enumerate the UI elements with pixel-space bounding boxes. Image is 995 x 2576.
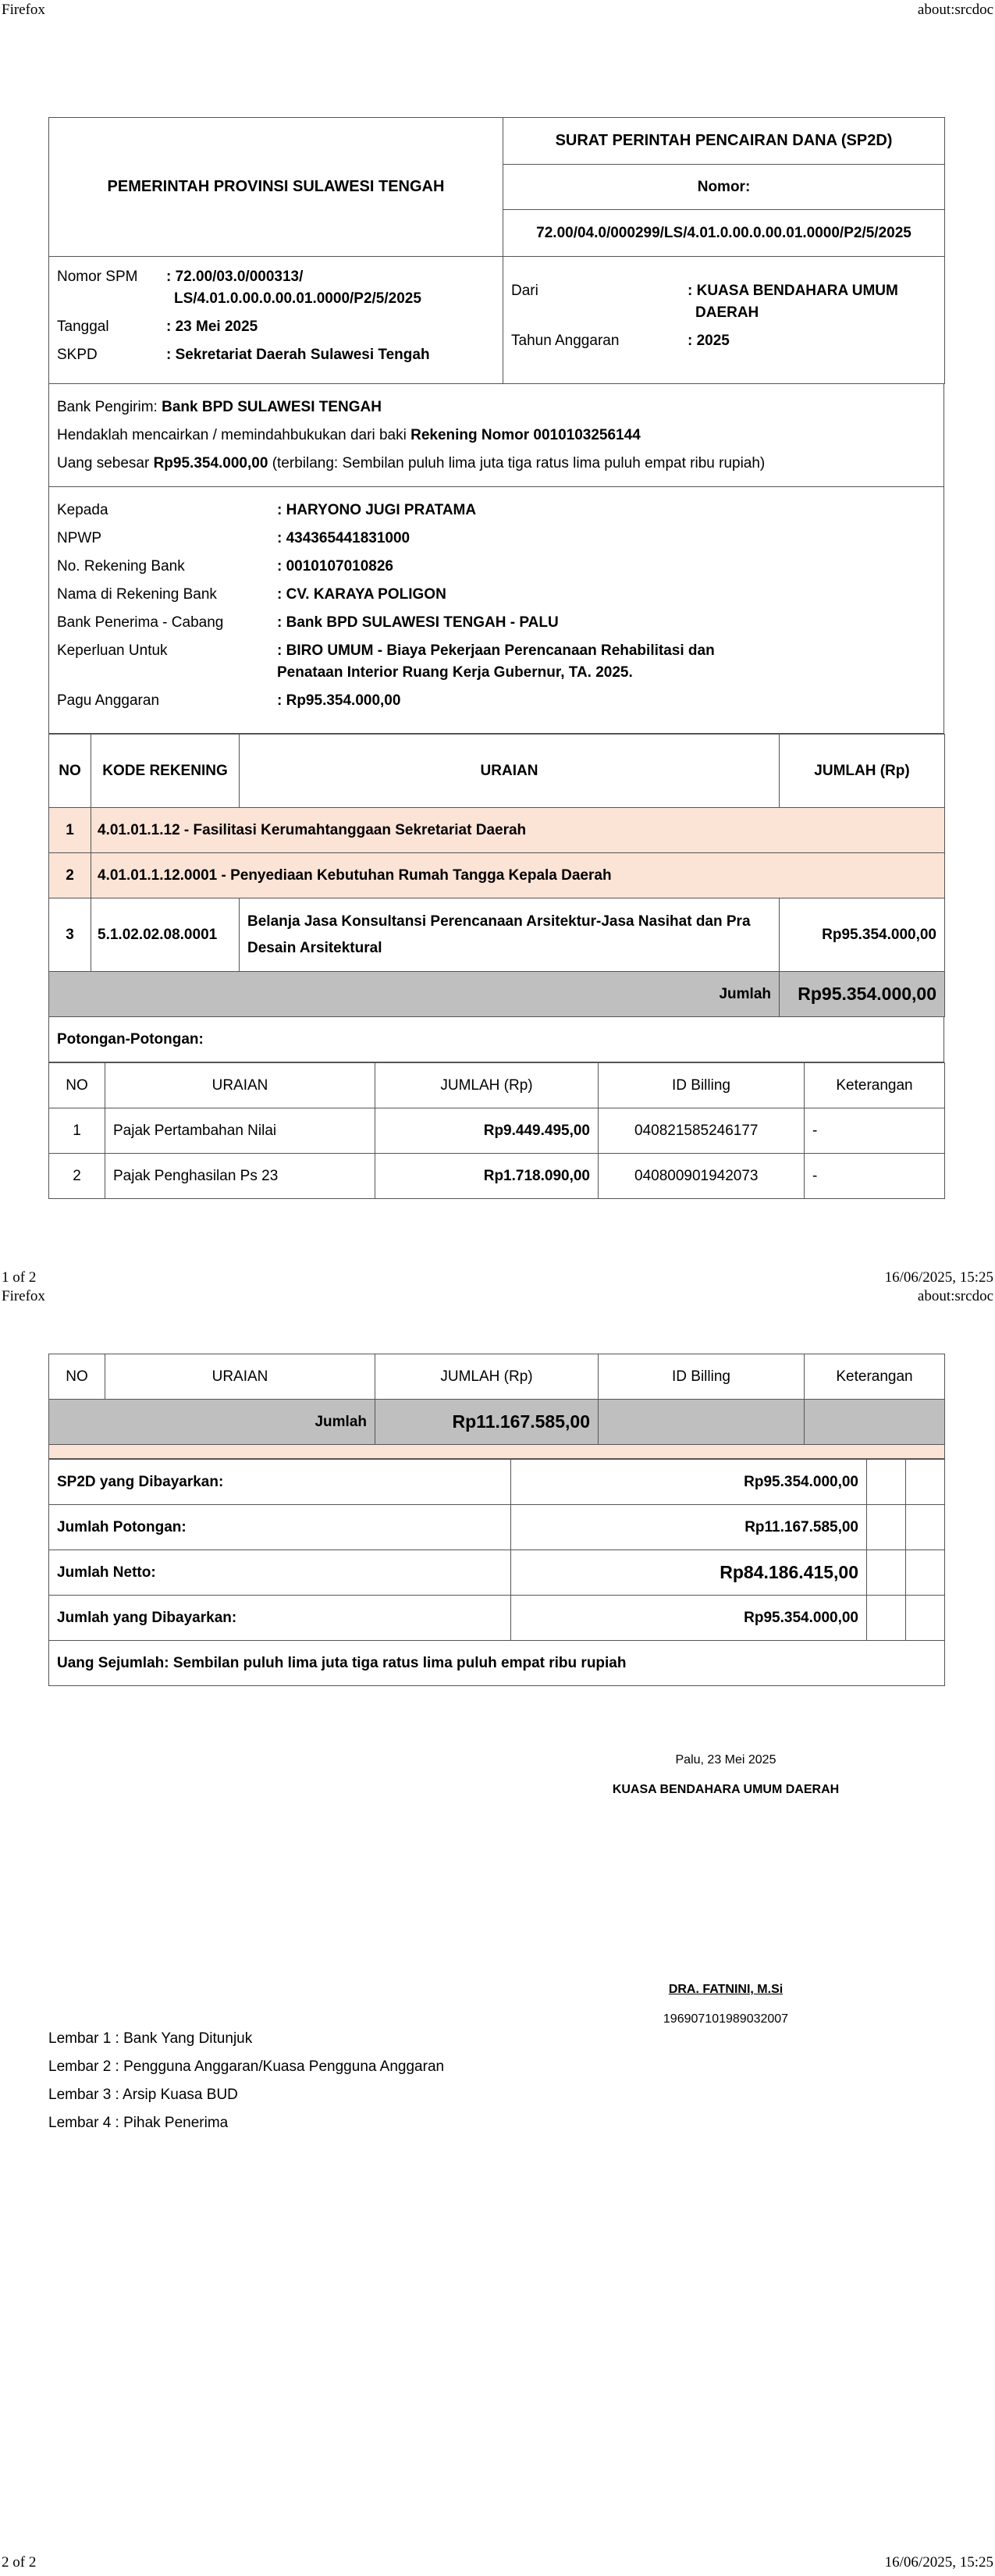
potongan-keterangan: - bbox=[805, 1108, 945, 1154]
bank-penerima-label: Bank Penerima - Cabang bbox=[57, 614, 224, 631]
potongan-billing: 040821585246177 bbox=[599, 1108, 805, 1154]
row-no: 1 bbox=[49, 808, 91, 853]
sp2d-dibayarkan-label: SP2D yang Dibayarkan: bbox=[49, 1460, 511, 1505]
print-header-right: about:srcdoc bbox=[917, 2, 993, 18]
keperluan-line1: : BIRO UMUM - Biaya Pekerjaan Perencanaan Rehabilitasi dan bbox=[277, 642, 715, 659]
jumlah-netto-value: Rp84.186.415,00 bbox=[511, 1550, 867, 1596]
sebesar-label: Uang sebesar bbox=[57, 455, 154, 471]
potongan-jumlah: Rp1.718.090,00 bbox=[375, 1154, 599, 1199]
signature-name: DRA. FATNINI, M.Si bbox=[668, 1983, 784, 1996]
spm-table bbox=[48, 257, 945, 384]
table-row bbox=[49, 1108, 945, 1154]
potongan-total-value: Rp11.167.585,00 bbox=[375, 1400, 599, 1445]
tahun-anggaran-label: Tahun Anggaran bbox=[511, 333, 620, 349]
row-no: 3 bbox=[49, 898, 91, 972]
table-row bbox=[49, 898, 945, 972]
potongan-jumlah: Rp9.449.495,00 bbox=[375, 1108, 599, 1154]
spm-nomor-line1: : 72.00/03.0/000313/ bbox=[166, 269, 304, 285]
uang-sejumlah: Uang Sejumlah: Sembilan puluh lima juta tiga ratus lima puluh empat ribu rupiah bbox=[49, 1641, 945, 1686]
potongan-header-keterangan: Keterangan bbox=[805, 1063, 945, 1108]
potongan-keterangan: - bbox=[805, 1154, 945, 1199]
summary-row bbox=[49, 1460, 945, 1505]
npwp-value: : 434365441831000 bbox=[277, 530, 410, 546]
print-header-left: Firefox bbox=[2, 2, 45, 18]
kepada-label: Kepada bbox=[57, 502, 108, 518]
jumlah-potongan-value: Rp11.167.585,00 bbox=[511, 1505, 867, 1550]
summary-table bbox=[48, 1459, 945, 1686]
spm-nomor-label: Nomor SPM bbox=[57, 269, 138, 285]
potongan-header-billing: ID Billing bbox=[599, 1063, 805, 1108]
potongan-uraian: Pajak Pertambahan Nilai bbox=[105, 1108, 375, 1154]
kepada-value: : HARYONO JUGI PRATAMA bbox=[277, 502, 477, 518]
jumlah-dibayarkan-label: Jumlah yang Dibayarkan: bbox=[49, 1596, 511, 1641]
keperluan-label: Keperluan Untuk bbox=[57, 642, 168, 659]
potongan-no: 1 bbox=[49, 1108, 105, 1154]
row-program: 4.01.01.1.12 - Fasilitasi Kerumahtanggaan Sekretariat Daerah bbox=[91, 808, 945, 853]
potongan-header-no: NO bbox=[49, 1354, 105, 1400]
no-rekening-value: : 0010107010826 bbox=[277, 558, 393, 575]
jumlah-potongan-label: Jumlah Potongan: bbox=[49, 1505, 511, 1550]
rincian-total-row bbox=[49, 972, 945, 1017]
potongan-billing: 040800901942073 bbox=[599, 1154, 805, 1199]
potongan-total-label: Jumlah bbox=[49, 1400, 375, 1445]
spm-nomor-line2: LS/4.01.0.00.0.00.01.0000/P2/5/2025 bbox=[174, 290, 421, 307]
bank-section bbox=[48, 384, 944, 487]
rincian-total-value: Rp95.354.000,00 bbox=[780, 972, 945, 1017]
row-jumlah: Rp95.354.000,00 bbox=[780, 898, 945, 972]
rincian-header-jumlah: JUMLAH (Rp) bbox=[780, 735, 945, 808]
potongan-header-keterangan: Keterangan bbox=[805, 1354, 945, 1400]
tahun-anggaran-value: : 2025 bbox=[688, 333, 730, 349]
print-footer-left: 2 of 2 bbox=[2, 2554, 37, 2571]
skpd-value: : Sekretariat Daerah Sulawesi Tengah bbox=[166, 347, 430, 363]
rincian-header-uraian: URAIAN bbox=[240, 735, 780, 808]
summary-row bbox=[49, 1641, 945, 1686]
signature-role: KUASA BENDAHARA UMUM DAERAH bbox=[612, 1783, 840, 1796]
skpd-label: SKPD bbox=[57, 347, 98, 363]
rincian-table bbox=[48, 734, 945, 1017]
jumlah-netto-label: Jumlah Netto: bbox=[49, 1550, 511, 1596]
potongan-uraian: Pajak Penghasilan Ps 23 bbox=[105, 1154, 375, 1199]
spacer-row bbox=[49, 1445, 945, 1459]
lembar-item: Lembar 4 : Pihak Penerima bbox=[48, 2115, 229, 2131]
penerima-section bbox=[48, 487, 944, 734]
nama-rekening-label: Nama di Rekening Bank bbox=[57, 586, 217, 603]
potongan-total-row bbox=[49, 1400, 945, 1445]
table-row bbox=[49, 808, 945, 853]
potongan-header-billing: ID Billing bbox=[599, 1354, 805, 1400]
row-uraian: Belanja Jasa Konsultansi Perencanaan Arsitektur-Jasa Nasihat dan Pra Desain Arsitektural bbox=[240, 898, 780, 972]
row-kegiatan: 4.01.01.1.12.0001 - Penyediaan Kebutuhan Rumah Tangga Kepala Daerah bbox=[91, 853, 945, 898]
sp2d-document-page2 bbox=[48, 1354, 944, 1686]
lembar-item: Lembar 1 : Bank Yang Ditunjuk bbox=[48, 2030, 253, 2047]
potongan-table-continued bbox=[48, 1354, 945, 1459]
potongan-header-jumlah: JUMLAH (Rp) bbox=[375, 1354, 599, 1400]
bank-pengirim-value: Bank BPD SULAWESI TENGAH bbox=[162, 399, 382, 415]
print-footer-left: 1 of 2 bbox=[2, 1269, 37, 1286]
jumlah-dibayarkan-value: Rp95.354.000,00 bbox=[511, 1596, 867, 1641]
print-footer-right: 16/06/2025, 15:25 bbox=[884, 1269, 993, 1286]
print-footer-right: 16/06/2025, 15:25 bbox=[884, 2554, 993, 2571]
summary-row bbox=[49, 1505, 945, 1550]
document-name: SURAT PERINTAH PENCAIRAN DANA (SP2D) bbox=[503, 118, 945, 165]
title-table bbox=[48, 117, 945, 257]
dari-line1: : KUASA BENDAHARA UMUM bbox=[688, 283, 898, 299]
rekening-nomor: Rekening Nomor 0010103256144 bbox=[410, 427, 641, 443]
spm-tanggal-label: Tanggal bbox=[57, 318, 109, 335]
row-no: 2 bbox=[49, 853, 91, 898]
summary-row bbox=[49, 1550, 945, 1596]
bank-penerima-value: : Bank BPD SULAWESI TENGAH - PALU bbox=[277, 614, 559, 631]
rincian-header-kode: KODE REKENING bbox=[91, 735, 240, 808]
spm-tanggal-value: : 23 Mei 2025 bbox=[166, 318, 258, 335]
potongan-no: 2 bbox=[49, 1154, 105, 1199]
sp2d-document-page1 bbox=[48, 117, 944, 1199]
cairkan-text: Hendaklah mencairkan / memindahbukukan dari baki bbox=[57, 427, 411, 443]
no-rekening-label: No. Rekening Bank bbox=[57, 558, 185, 575]
dari-line2: DAERAH bbox=[695, 304, 759, 321]
table-row bbox=[49, 853, 945, 898]
potongan-table bbox=[48, 1062, 945, 1199]
signature-nip: 196907101989032007 bbox=[663, 2012, 789, 2026]
potongan-header-uraian: URAIAN bbox=[105, 1063, 375, 1108]
table-row bbox=[49, 1154, 945, 1199]
lembar-item: Lembar 3 : Arsip Kuasa BUD bbox=[48, 2087, 238, 2103]
signature-place-date: Palu, 23 Mei 2025 bbox=[675, 1753, 776, 1767]
dari-label: Dari bbox=[511, 283, 538, 299]
row-kode: 5.1.02.02.08.0001 bbox=[91, 898, 240, 972]
potongan-title: Potongan-Potongan: bbox=[48, 1017, 944, 1062]
potongan-header-jumlah: JUMLAH (Rp) bbox=[375, 1063, 599, 1108]
terbilang-text: (terbilang: Sembilan puluh lima juta tiga ratus lima puluh empat ribu rupiah) bbox=[268, 455, 766, 471]
nomor-value: 72.00/04.0/000299/LS/4.01.0.00.0.00.01.0000/P2/5/2025 bbox=[503, 210, 945, 257]
pagu-value: : Rp95.354.000,00 bbox=[277, 692, 401, 709]
potongan-header-uraian: URAIAN bbox=[105, 1354, 375, 1400]
sebesar-amount: Rp95.354.000,00 bbox=[153, 455, 268, 471]
nomor-label: Nomor: bbox=[503, 165, 945, 210]
summary-row bbox=[49, 1596, 945, 1641]
rincian-total-label: Jumlah bbox=[49, 972, 780, 1017]
lembar-item: Lembar 2 : Pengguna Anggaran/Kuasa Pengguna Anggaran bbox=[48, 2058, 445, 2075]
lembar-list bbox=[48, 2025, 444, 2137]
signature-block bbox=[546, 1745, 905, 2034]
potongan-header-no: NO bbox=[49, 1063, 105, 1108]
rincian-header-no: NO bbox=[49, 735, 91, 808]
bank-pengirim-label: Bank Pengirim: bbox=[57, 399, 162, 415]
keperluan-line2: Penataan Interior Ruang Kerja Gubernur, TA. 2025. bbox=[277, 664, 633, 681]
pagu-label: Pagu Anggaran bbox=[57, 692, 160, 709]
print-header-right: about:srcdoc bbox=[917, 1288, 993, 1304]
sp2d-dibayarkan-value: Rp95.354.000,00 bbox=[511, 1460, 867, 1505]
nama-rekening-value: : CV. KARAYA POLIGON bbox=[277, 586, 446, 603]
npwp-label: NPWP bbox=[57, 530, 101, 546]
government-name: PEMERINTAH PROVINSI SULAWESI TENGAH bbox=[49, 118, 503, 257]
print-header-left: Firefox bbox=[2, 1288, 45, 1304]
